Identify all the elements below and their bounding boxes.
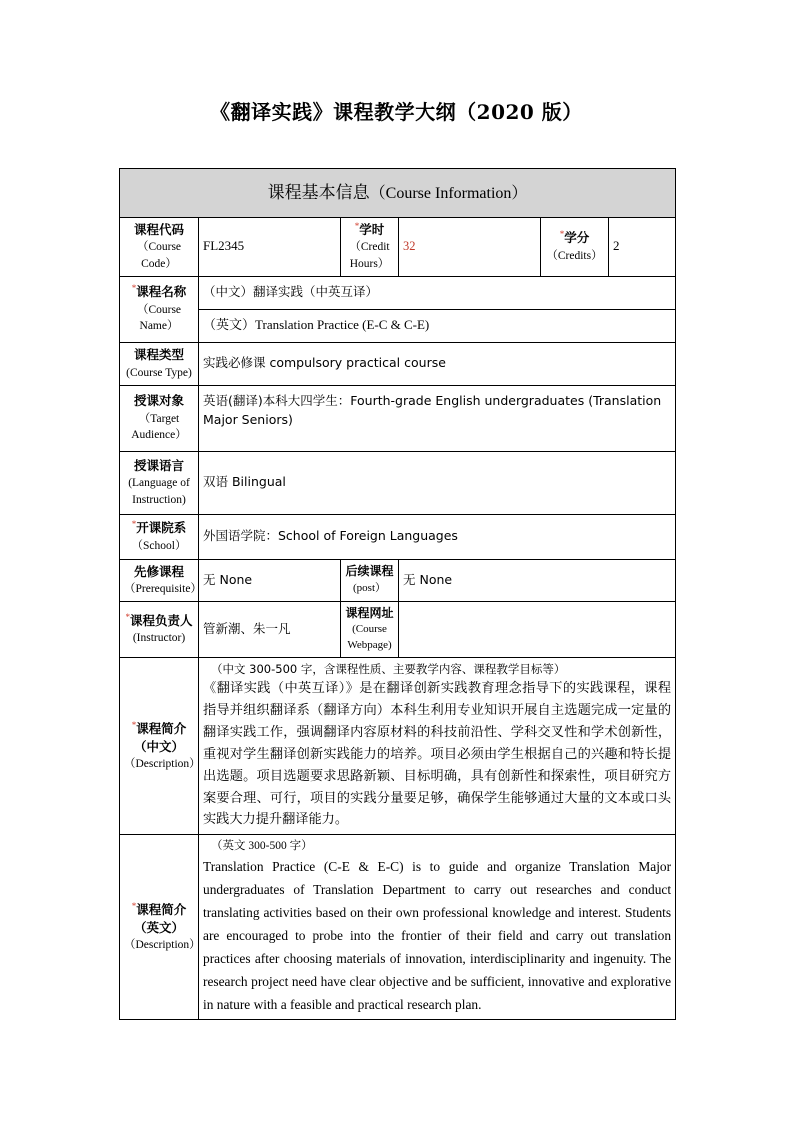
label-course-type-cn: 课程类型 <box>133 347 184 363</box>
label-post-course-en: (post） <box>353 582 386 595</box>
value-school-text: 外国语学院：School of Foreign Languages <box>203 528 458 544</box>
label-credit-hours <box>341 218 399 277</box>
table-row-instructor <box>120 601 676 658</box>
value-course-code-text: FL2345 <box>203 238 245 254</box>
value-target-audience-text: 英语(翻译)本科大四学生：Fourth-grade English undergraduates (Translation Major Seniors) <box>203 392 662 427</box>
required-marker-icon: * <box>131 519 137 530</box>
value-course-webpage[interactable] <box>399 601 676 658</box>
page-title: 《翻译实践》课程教学大纲（2020 版） <box>210 100 583 124</box>
label-language-of-instruction <box>120 451 199 514</box>
required-marker-icon: * <box>125 612 130 623</box>
label-course-webpage-en2: Webpage) <box>347 639 392 652</box>
value-course-name-en[interactable] <box>199 309 676 342</box>
table-row-language-of-instruction <box>120 451 676 514</box>
description-en-hint: （英文 300-500 字） <box>211 840 313 853</box>
label-language-of-instruction-en2: Instruction) <box>132 493 186 506</box>
value-course-name-cn[interactable] <box>199 276 676 309</box>
label-prerequisite <box>120 559 202 601</box>
table-row-course-name-cn <box>120 276 676 309</box>
label-description-cn-text: 课程简介（中文） <box>133 720 187 755</box>
label-credit-hours-cn: 学时 <box>359 222 385 237</box>
course-information-table <box>119 168 676 1020</box>
table-row-description-cn <box>120 658 676 835</box>
description-cn-body: 《翻译实践（中英互译）》是在翻译创新实践教育理念指导下的实践课程，课程指导并组织翻译系（翻译方向）本科生利用专业知识开展自主选题完成一定量的翻译实践工作，强调翻译内容原材料的科技前沿性、学科交叉性和学术创新性，重视对学生翻译创新实践能力的培养。项目必须由学生根据自己的兴趣和特长提出选题。项目选题要求思路新颖、目标明确，具有创新性和探索性，项目研究方案要合理、可行，项目的实践分量要足够，确保学生能够通过大量的文本或口头实践大力提升翻译能力。 <box>203 681 672 828</box>
label-credits <box>541 218 609 277</box>
label-prerequisite-en: （Prerequisite） <box>124 583 202 596</box>
value-credits[interactable] <box>609 218 676 277</box>
label-course-type-en: (Course Type) <box>126 366 192 379</box>
description-cn-hint: （中文 300-500 字，含课程性质、主要教学内容、课程教学目标等） <box>211 662 566 677</box>
label-course-webpage-cn: 课程网址 <box>345 605 394 620</box>
label-course-webpage <box>341 601 399 658</box>
label-description-cn-en: （Description） <box>124 758 201 771</box>
label-post-course <box>341 559 399 601</box>
label-course-code-cn: 课程代码 <box>133 222 184 237</box>
label-course-code <box>120 218 199 277</box>
value-course-type-text: 实践必修课 compulsory practical course <box>203 355 446 371</box>
required-marker-icon: * <box>131 719 137 730</box>
value-credit-hours[interactable] <box>399 218 541 277</box>
label-course-name-en2: Name） <box>139 320 179 333</box>
label-credit-hours-en1: （Credit <box>349 241 390 254</box>
label-instructor <box>120 601 199 658</box>
label-target-audience-en2: Audience） <box>131 429 187 442</box>
label-credits-en: （Credits） <box>546 249 603 262</box>
label-target-audience <box>120 385 199 451</box>
table-banner <box>120 169 676 218</box>
value-description-en[interactable] <box>199 835 676 1020</box>
required-marker-icon: * <box>559 229 565 240</box>
required-marker-icon: * <box>354 221 360 231</box>
table-row-prerequisite <box>120 559 676 601</box>
label-description-en <box>120 835 199 1020</box>
value-target-audience[interactable] <box>199 385 676 451</box>
label-language-of-instruction-cn: 授课语言 <box>133 457 184 473</box>
label-prerequisite-cn: 先修课程 <box>133 563 184 579</box>
label-instructor-en: (Instructor) <box>132 632 186 645</box>
required-marker-icon: * <box>131 283 137 294</box>
value-credits-text: 2 <box>613 238 620 254</box>
value-course-name-cn-text: （中文）翻译实践（中英互译） <box>203 284 379 300</box>
value-credit-hours-text: 32 <box>403 239 416 254</box>
banner-label-cn: 课程基本信息 <box>267 182 370 203</box>
label-instructor-cn: 课程负责人 <box>129 613 193 629</box>
value-language-of-instruction-text: 双语 Bilingual <box>203 474 286 490</box>
label-description-en-en: （Description） <box>124 939 201 952</box>
label-target-audience-cn: 授课对象 <box>133 393 184 409</box>
value-language-of-instruction[interactable] <box>199 451 676 514</box>
value-instructor-text: 管新潮、朱一凡 <box>203 621 291 637</box>
value-prerequisite[interactable] <box>199 559 341 601</box>
label-course-name <box>120 276 199 342</box>
table-row-course-code <box>120 218 676 277</box>
value-course-name-en-text: （英文）Translation Practice (E-C & C-E) <box>203 317 430 333</box>
required-marker-icon: * <box>131 900 137 911</box>
value-post-course-text: 无 None <box>403 571 453 587</box>
value-course-type[interactable] <box>199 342 676 385</box>
label-course-name-cn: 课程名称 <box>136 284 187 300</box>
label-course-type <box>120 342 199 385</box>
label-school-en: （School） <box>131 539 187 552</box>
label-target-audience-en1: （Target <box>138 412 180 425</box>
label-credits-cn: 学分 <box>564 230 590 246</box>
table-row-target-audience <box>120 385 676 451</box>
value-prerequisite-text: 无 None <box>203 571 253 587</box>
table-row-description-en <box>120 835 676 1020</box>
value-description-cn[interactable] <box>199 658 676 835</box>
table-row-course-type <box>120 342 676 385</box>
label-description-cn <box>120 658 199 835</box>
table-row-school <box>120 514 676 559</box>
value-course-code[interactable] <box>199 218 341 277</box>
description-en-body: Translation Practice (C-E & E-C) is to guide and organize Translation Major undergraduates of Translation Department to carry out researches and conduct translating activities based on their own professional knowledge and interest. Students are encouraged to probe into the frontier of their field and carry out translation practices after choosing materials of innovation, interdisciplinarity and ingenuity. The research project need have clear objective and be sufficient, innovative and explorative in nature with a feasible and practical research plan. <box>203 859 672 1013</box>
label-school <box>120 514 199 559</box>
label-post-course-cn: 后续课程 <box>345 564 394 579</box>
banner-label-en: （Course Information） <box>369 184 528 202</box>
label-credit-hours-en2: Hours） <box>349 258 390 271</box>
label-course-name-en1: （Course <box>136 303 182 316</box>
value-post-course[interactable] <box>399 559 676 601</box>
table-header-row <box>120 169 676 218</box>
label-course-webpage-en1: (Course <box>352 623 387 636</box>
label-school-cn: 开课院系 <box>136 520 187 536</box>
value-instructor[interactable] <box>199 601 341 658</box>
value-school[interactable] <box>199 514 676 559</box>
label-description-en-text: 课程简介（英文） <box>133 901 187 936</box>
label-language-of-instruction-en1: (Language of <box>128 477 190 490</box>
table-row-course-name-en <box>120 309 676 342</box>
label-course-code-en: （Course Code） <box>136 241 182 271</box>
